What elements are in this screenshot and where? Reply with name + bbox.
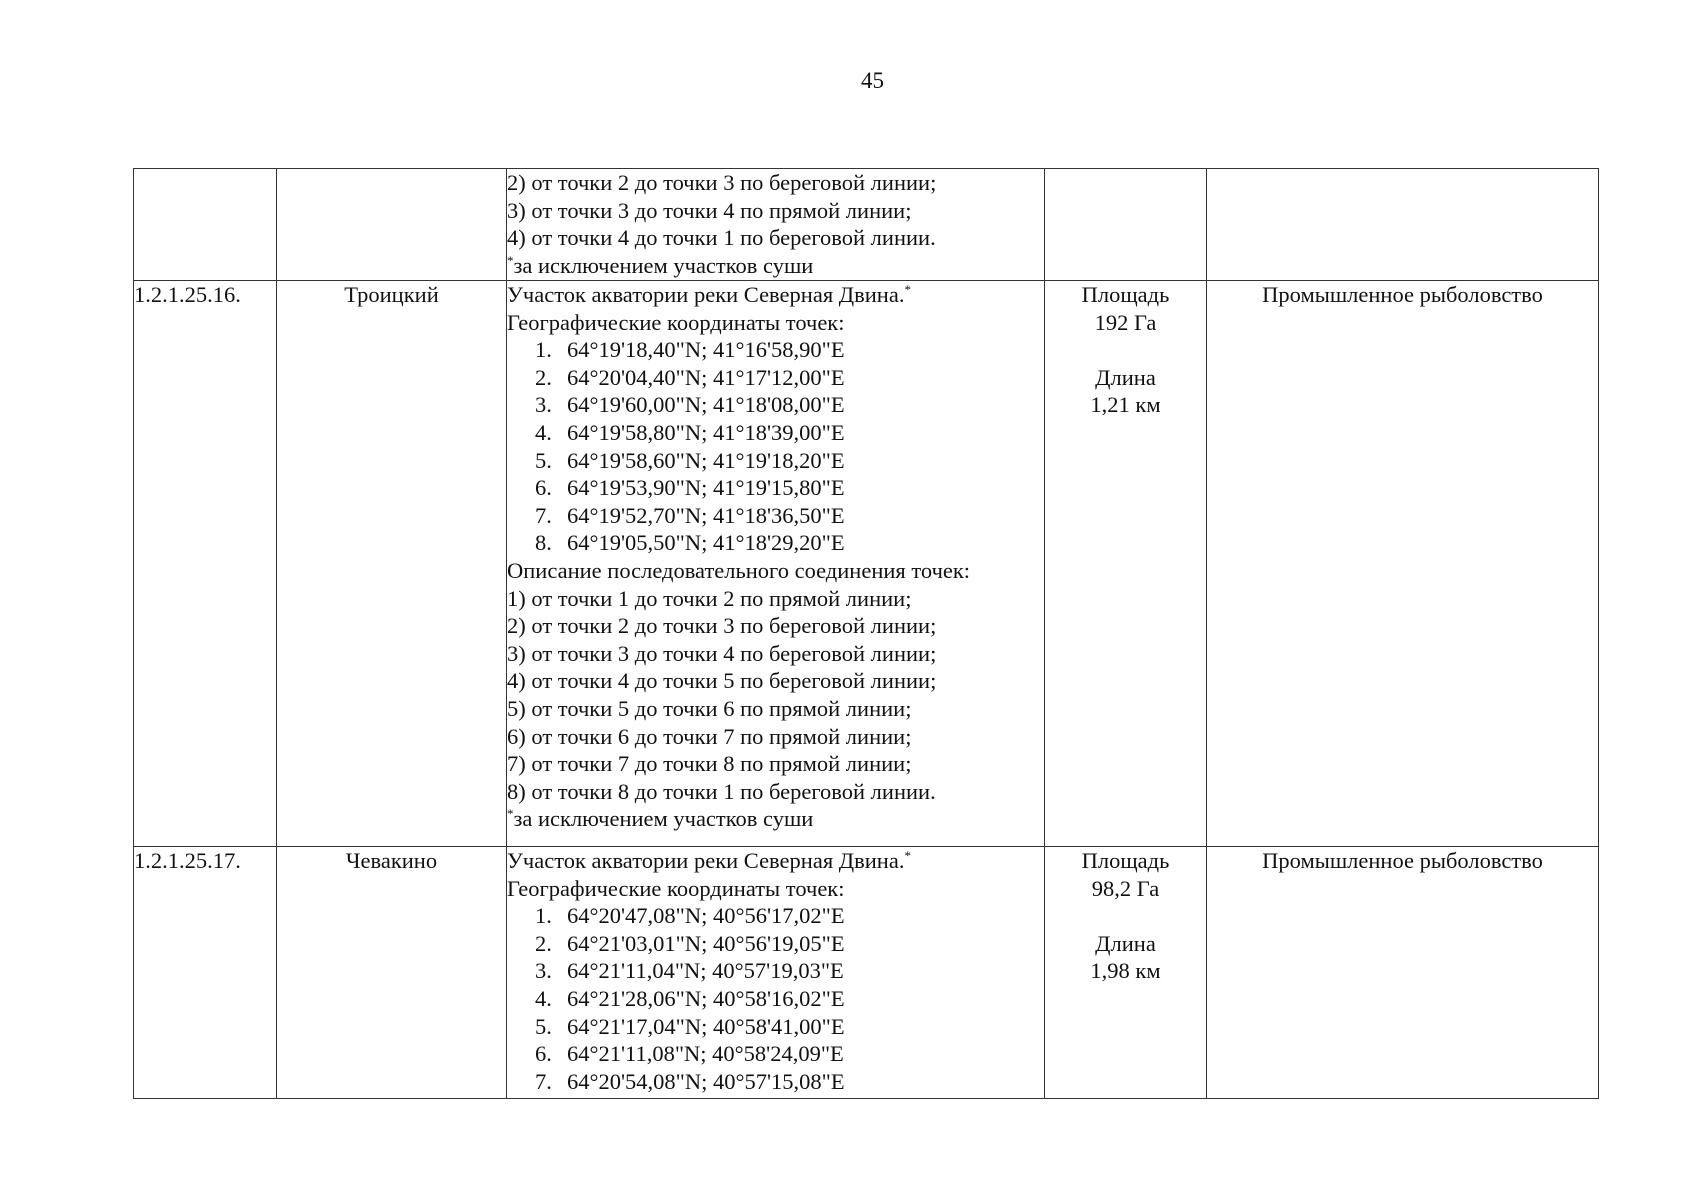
area-label: Площадь — [1081, 848, 1170, 873]
row-metrics-cell — [1045, 169, 1207, 281]
row-description-cell — [507, 281, 1045, 847]
connection-line: 6) от точки 6 до точки 7 по прямой линии; — [507, 723, 912, 749]
coord-item: 8. 64°19'05,50"N; 41°18'29,20"E — [535, 530, 845, 556]
row-metrics-cell — [1045, 281, 1207, 847]
coord-item: 3. 64°21'11,04"N; 40°57'19,03"E — [535, 958, 844, 984]
row-description-cell — [507, 169, 1045, 281]
table-row-troitsky — [134, 281, 1599, 847]
connection-line: 4) от точки 4 до точки 5 по береговой линии; — [507, 668, 937, 694]
length-value: 1,21 км — [1090, 392, 1161, 418]
footnote: *за исключением участков суши — [507, 806, 814, 832]
length-value: 1,98 км — [1090, 958, 1161, 984]
row-name-cell: Чевакино — [277, 847, 507, 1099]
coord-item: 4. 64°19'58,80"N; 41°18'39,00"E — [535, 419, 845, 445]
coord-item: 2. 64°20'04,40"N; 41°17'12,00"E — [535, 364, 845, 390]
coords-title: Географические координаты точек: — [507, 875, 845, 901]
length-label: Длина — [1095, 930, 1156, 956]
connection-title: Описание последовательного соединения точек: — [507, 557, 971, 583]
connection-line: 8) от точки 8 до точки 1 по береговой линии. — [507, 778, 936, 804]
coord-item: 4. 64°21'28,06"N; 40°58'16,02"E — [535, 985, 845, 1011]
connection-line: 1) от точки 1 до точки 2 по прямой линии; — [507, 585, 912, 611]
coord-item: 1. 64°19'18,40"N; 41°16'58,90"E — [535, 337, 845, 363]
fishing-areas-table — [133, 168, 1599, 1099]
table-row-chevakino — [134, 847, 1599, 1099]
connection-line: 4) от точки 4 до точки 1 по береговой линии. — [507, 225, 936, 251]
row-purpose-cell: Промышленное рыболовство — [1207, 847, 1599, 1099]
coord-item: 7. 64°20'54,08"N; 40°57'15,08"E — [535, 1068, 845, 1094]
table-row-continuation — [134, 169, 1599, 281]
coord-item: 5. 64°21'17,04"N; 40°58'41,00"E — [535, 1013, 845, 1039]
area-label: Площадь — [1081, 282, 1170, 307]
connection-line: 7) от точки 7 до точки 8 по прямой линии; — [507, 751, 912, 777]
footnote: *за исключением участков суши — [507, 252, 814, 278]
coord-item: 5. 64°19'58,60"N; 41°19'18,20"E — [535, 447, 845, 473]
coord-item: 1. 64°20'47,08"N; 40°56'17,02"E — [535, 903, 845, 929]
area-value: 192 Га — [1094, 309, 1157, 335]
page-number: 45 — [861, 68, 884, 93]
coord-item: 7. 64°19'52,70"N; 41°18'36,50"E — [535, 502, 845, 528]
coord-item: 6. 64°19'53,90"N; 41°19'15,80"E — [535, 475, 845, 501]
connection-line: 3) от точки 3 до точки 4 по прямой линии; — [507, 197, 912, 223]
coord-item: 2. 64°21'03,01"N; 40°56'19,05"E — [535, 930, 845, 956]
connection-line: 3) от точки 3 до точки 4 по береговой линии; — [507, 640, 937, 666]
row-description-cell — [507, 847, 1045, 1099]
coord-item: 6. 64°21'11,08"N; 40°58'24,09"E — [535, 1041, 844, 1067]
row-purpose-cell — [1207, 169, 1599, 281]
row-name-cell: Троицкий — [277, 281, 507, 847]
connection-line: 2) от точки 2 до точки 3 по береговой линии; — [507, 613, 937, 639]
coord-item: 3. 64°19'60,00"N; 41°18'08,00"E — [535, 392, 845, 418]
row-metrics-cell — [1045, 847, 1207, 1099]
row-purpose-cell: Промышленное рыболовство — [1207, 281, 1599, 847]
connection-line: 5) от точки 5 до точки 6 по прямой линии; — [507, 695, 912, 721]
row-number-cell: 1.2.1.25.17. — [134, 847, 277, 1099]
area-title: Участок акватории реки Северная Двина.* — [507, 848, 911, 873]
row-number-cell — [134, 169, 277, 281]
area-title: Участок акватории реки Северная Двина.* — [507, 282, 911, 307]
coords-title: Географические координаты точек: — [507, 309, 845, 335]
length-label: Длина — [1095, 364, 1156, 390]
row-name-cell — [277, 169, 507, 281]
connection-line: 2) от точки 2 до точки 3 по береговой линии; — [507, 170, 937, 195]
area-value: 98,2 Га — [1091, 875, 1160, 901]
row-number-cell: 1.2.1.25.16. — [134, 281, 277, 847]
